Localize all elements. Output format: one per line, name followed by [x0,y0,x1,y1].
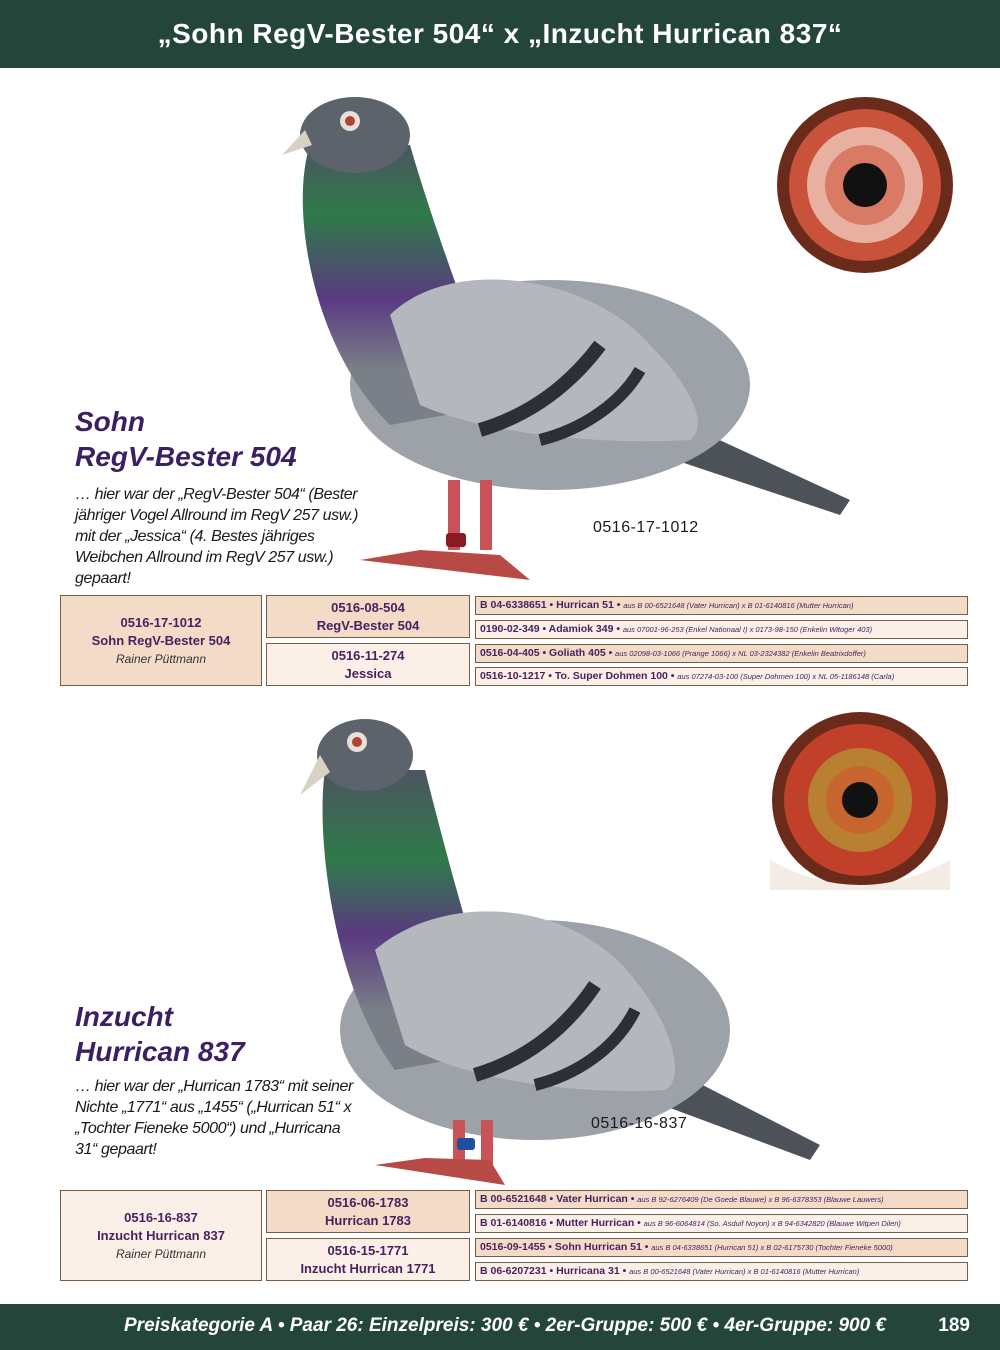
pigeon-2-father-box [266,1190,470,1233]
pigeon-1-name-line1: Sohn [75,406,145,437]
pigeon-2-photo [295,710,825,1190]
mother-name: Jessica [344,665,392,681]
mother-ring: 0516-15-1771 [327,1242,409,1258]
price-info: Preiskategorie A • Paar 26: Einzelpreis: 300 € • 2er-Gruppe: 500 € • 4er-Gruppe: 900 € [124,1315,886,1336]
main-ring: 0516-16-837 [124,1209,198,1225]
pigeon-1-main-box [60,595,262,686]
main-owner: Rainer Püttmann [115,1246,207,1261]
pigeon-1-ring-label: 0516-17-1012 [593,519,699,536]
pigeon-2-ring-label: 0516-16-837 [591,1115,688,1132]
father-ring: 0516-08-504 [331,599,405,615]
pigeon-1-grandparent-2: 0190-02-349 • Adamiok 349 • aus 07001-96-253 (Enkel Nationaal I) x 0173-98-150 (Enkelin Witoger 403) [475,620,968,639]
pigeon-1-grandparent-1: B 04-6338651 • Hurrican 51 • aus B 00-6521648 (Vater Hurrican) x B 01-6140816 (Mutter Hurrican) [475,596,968,615]
pigeon-2-grandparent-2: B 01-6140816 • Mutter Hurrican • aus B 96-6064814 (So. Asduif Noyon) x B 94-6342820 (Blauwe Witpen Dilen) [475,1214,968,1233]
footer-bar [0,1304,1000,1350]
pigeon-1-grandparent-4: 0516-10-1217 • To. Super Dohmen 100 • aus 07274-03-100 (Super Dohmen 100) x NL 05-1186148 (Carla) [475,667,968,686]
pigeon-2-eye-photo [770,710,950,890]
father-ring: 0516-06-1783 [327,1194,409,1210]
pigeon-2-grandparent-3: 0516-09-1455 • Sohn Hurrican 51 • aus B 04-6338651 (Hurrican 51) x B 02-6175730 (Tochter Fieneke 5000) [475,1238,968,1257]
pigeon-2-main-box [60,1190,262,1281]
pigeon-1-mother-box [266,643,470,686]
page-title: „Sohn RegV-Bester 504“ x „Inzucht Hurrican 837“ [157,18,843,49]
pigeon-1-eye-photo [775,95,955,275]
pigeon-2-mother-box [266,1238,470,1281]
main-owner: Rainer Püttmann [115,651,207,666]
main-name: Sohn RegV-Bester 504 [91,632,231,648]
pigeon-1-grandparent-3: 0516-04-405 • Goliath 405 • aus 02098-03-1066 (Prange 1066) x NL 03-2324382 (Enkelin Beatrixdoffer) [475,644,968,663]
father-name: Hurrican 1783 [325,1212,411,1228]
pigeon-2-name-line2: Hurrican 837 [75,1036,245,1067]
main-ring: 0516-17-1012 [120,614,202,630]
mother-name: Inzucht Hurrican 1771 [300,1260,436,1276]
pigeon-2-description: … hier war der „Hurrican 1783“ mit seiner Nichte „1771“ aus „1455“ („Hurrican 51“ x „Tochter Fieneke 5000“) und „Hurricana 31“ gepaart! [75,1078,353,1158]
main-name: Inzucht Hurrican 837 [97,1227,225,1243]
mother-ring: 0516-11-274 [331,647,405,663]
page-number: 189 [938,1315,970,1336]
pigeon-1-father-box [266,595,470,638]
father-name: RegV-Bester 504 [316,617,420,633]
pigeon-1-name-line2: RegV-Bester 504 [75,441,297,472]
pigeon-2-grandparent-1: B 00-6521648 • Vater Hurrican • aus B 92-6276409 (De Goede Blauwe) x B 96-6378353 (Blauwe Lauwers) [475,1190,968,1209]
pigeon-2-grandparent-4: B 06-6207231 • Hurricana 31 • aus B 00-6521648 (Vater Hurrican) x B 01-6140816 (Mutter Hurrican) [475,1262,968,1281]
pigeon-2-name-line1: Inzucht [75,1001,173,1032]
header-bar [0,0,1000,68]
pigeon-1-description: … hier war der „RegV-Bester 504“ (Bester jähriger Vogel Allround im RegV 257 usw.) mit der „Jessica“ (4. Bestes jähriges Weibchen Allround im RegV 257 usw.) gepaart! [75,486,359,587]
